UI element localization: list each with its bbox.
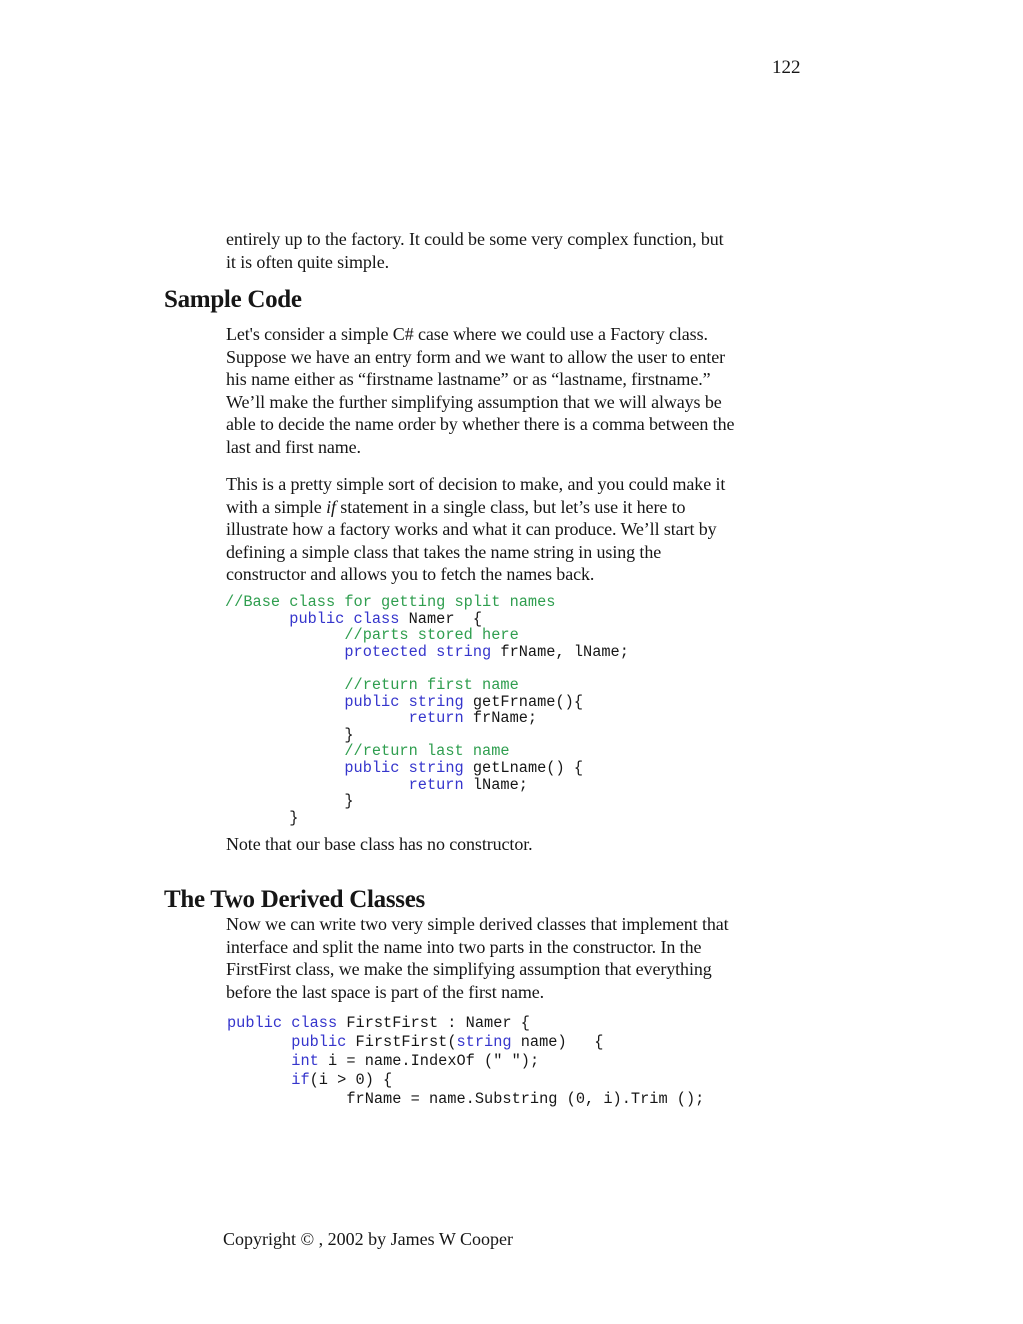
text-segment: interface and split the name into two parts in the constructor. In the: [226, 936, 702, 957]
text-segment: last and first name.: [226, 436, 361, 457]
text-segment: [227, 1071, 291, 1089]
text-segment: Namer {: [399, 609, 483, 628]
text-segment: Suppose we have an entry form and we want to allow the user to enter: [226, 346, 726, 367]
code-keyword: public string: [344, 692, 464, 711]
text-segment: frName = name.Substring (0, i).Trim ();: [227, 1090, 705, 1108]
text-segment: Now we can write two very simple derived classes that implement that: [226, 914, 729, 934]
code-keyword: public: [291, 1033, 347, 1051]
text-segment: name) {: [511, 1033, 604, 1051]
text-line: [226, 251, 724, 274]
text-line: [225, 627, 629, 644]
text-line: [225, 760, 629, 777]
text-line: [226, 346, 734, 369]
text-line: [225, 710, 629, 727]
code-keyword: public string: [344, 758, 464, 777]
text-line: [227, 1071, 704, 1090]
code-keyword: if: [291, 1071, 310, 1089]
code-block-firstfirst-class: [227, 1014, 704, 1109]
text-line: [226, 323, 734, 346]
text-segment: i = name.IndexOf (" ");: [318, 1052, 540, 1070]
paragraph-intro: [226, 228, 724, 273]
text-segment: [225, 759, 344, 777]
text-line: [225, 727, 629, 744]
text-segment: [225, 659, 234, 677]
text-segment: getLname() {: [463, 758, 584, 777]
text-line: [226, 436, 734, 459]
text-segment: entirely up to the factory. It could be some very complex function, but: [226, 229, 724, 249]
text-segment: }: [225, 808, 299, 827]
paragraph-decision: [226, 473, 725, 586]
text-line: [225, 644, 629, 661]
text-line: [225, 660, 629, 677]
text-segment: lName;: [463, 775, 528, 794]
text-segment: able to decide the name order by whether there is a comma between the: [226, 414, 735, 434]
text-line: [226, 936, 729, 959]
text-line: [225, 694, 629, 711]
heading-sample-code: Sample Code: [164, 286, 302, 313]
text-segment: [225, 643, 344, 661]
text-segment: before the last space is part of the first name.: [226, 981, 545, 1002]
code-keyword: int: [291, 1052, 319, 1070]
code-keyword: public class: [227, 1014, 338, 1032]
text-line: [226, 833, 533, 856]
text-line: [225, 677, 629, 694]
heading-two-derived-classes: The Two Derived Classes: [164, 886, 425, 913]
text-line: [225, 611, 629, 628]
text-segment: frName;: [463, 709, 538, 728]
text-segment: [225, 610, 289, 628]
text-line: [227, 1090, 704, 1109]
text-segment: statement in a single class, but let’s use it here to: [335, 496, 686, 517]
text-segment: [225, 742, 344, 760]
text-segment: (i > 0) {: [309, 1071, 393, 1089]
code-comment: //return first name: [344, 675, 519, 694]
text-line: [226, 496, 725, 519]
text-line: [225, 743, 629, 760]
text-line: [226, 368, 734, 391]
text-line: [225, 594, 629, 611]
text-segment: }: [225, 725, 354, 744]
code-keyword: return: [408, 709, 464, 728]
text-segment: his name either as “firstname lastname” or as “lastname, firstname.”: [226, 369, 711, 389]
text-segment: FirstFirst class, we make the simplifying assumption that everything: [226, 959, 712, 979]
code-keyword: public class: [289, 609, 400, 628]
text-segment: We’ll make the further simplifying assumption that we will always be: [226, 391, 722, 412]
text-line: [226, 541, 725, 564]
text-line: [227, 1033, 704, 1052]
text-line: [226, 563, 725, 586]
text-line: [227, 1052, 704, 1071]
page-number: 122: [772, 57, 801, 78]
text-segment: }: [225, 792, 354, 811]
text-segment: Let's consider a simple C# case where we could use a Factory class.: [226, 324, 708, 344]
code-block-namer-class: [225, 594, 629, 826]
text-line: [226, 391, 734, 414]
text-segment: if: [326, 496, 336, 517]
code-comment: //parts stored here: [344, 626, 519, 645]
text-segment: [225, 776, 409, 794]
text-line: [226, 228, 724, 251]
text-segment: frName, lName;: [491, 642, 629, 661]
text-segment: [225, 693, 344, 711]
text-segment: Note that our base class has no constructor.: [226, 834, 533, 854]
text-segment: with a simple: [226, 496, 327, 517]
code-keyword: protected string: [344, 642, 492, 661]
text-segment: FirstFirst(: [346, 1033, 457, 1051]
code-comment: //Base class for getting split names: [225, 593, 556, 611]
page-footer-copyright: Copyright © , 2002 by James W Cooper: [223, 1229, 513, 1249]
text-line: [225, 793, 629, 810]
text-line: [226, 958, 729, 981]
text-segment: it is often quite simple.: [226, 251, 389, 272]
text-segment: FirstFirst : Namer {: [337, 1014, 530, 1032]
text-line: [226, 913, 729, 936]
text-line: [225, 810, 629, 827]
code-keyword: string: [456, 1033, 512, 1051]
paragraph-derived-classes: [226, 913, 729, 1003]
text-line: [227, 1014, 704, 1033]
text-segment: defining a simple class that takes the name string in using the: [226, 541, 662, 562]
text-segment: getFrname(){: [463, 692, 584, 711]
text-line: [226, 473, 725, 496]
text-segment: illustrate how a factory works and what it can produce. We’ll start by: [226, 519, 717, 539]
text-segment: [225, 676, 344, 694]
paragraph-note: [226, 833, 533, 856]
code-keyword: return: [408, 775, 464, 794]
paragraph-factory-example: [226, 323, 734, 458]
text-segment: [227, 1033, 291, 1051]
text-line: [226, 518, 725, 541]
text-segment: constructor and allows you to fetch the names back.: [226, 564, 595, 584]
text-line: [226, 413, 734, 436]
text-segment: [225, 626, 344, 644]
text-segment: [227, 1052, 291, 1070]
text-line: [226, 981, 729, 1004]
text-segment: [225, 709, 409, 727]
text-line: [225, 777, 629, 794]
code-comment: //return last name: [344, 742, 510, 761]
text-segment: This is a pretty simple sort of decision to make, and you could make it: [226, 474, 726, 494]
